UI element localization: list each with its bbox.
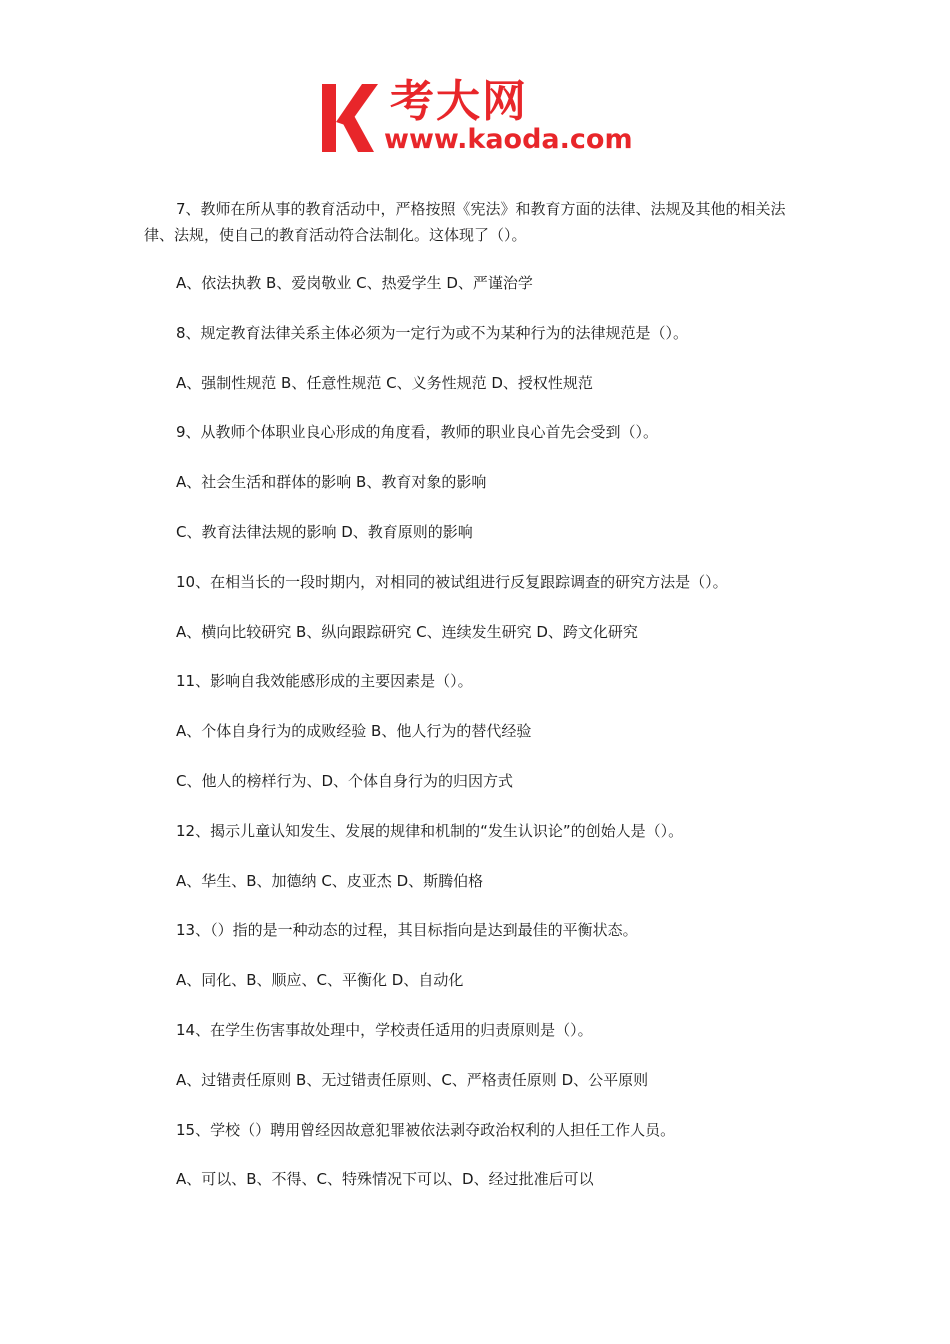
options-12: A、华生、B、加德纳 C、皮亚杰 D、斯腾伯格: [176, 871, 484, 890]
question-8: 8、规定教育法律关系主体必须为一定行为或不为某种行为的法律规范是（）。: [176, 323, 689, 342]
question-10: 10、在相当长的一段时期内，对相同的被试组进行反复跟踪调查的研究方法是（）。: [176, 572, 728, 591]
options-11-ab: A、个体自身行为的成败经验 B、他人行为的替代经验: [176, 722, 532, 741]
question-13: 13、（）指的是一种动态的过程，其目标指向是达到最佳的平衡状态。: [176, 921, 638, 940]
question-15: 15、学校（）聘用曾经因故意犯罪被依法剥夺政治权利的人担任工作人员。: [176, 1120, 676, 1139]
question-list: [144, 196, 810, 1216]
logo-name-cn: 考大网: [390, 76, 528, 127]
options-10: A、横向比较研究 B、纵向跟踪研究 C、连续发生研究 D、跨文化研究: [176, 622, 638, 641]
options-8: A、强制性规范 B、任意性规范 C、义务性规范 D、授权性规范: [176, 373, 593, 392]
question-14: 14、在学生伤害事故处理中，学校责任适用的归责原则是（）。: [176, 1020, 593, 1039]
question-11: 11、影响自我效能感形成的主要因素是（）。: [176, 672, 473, 691]
kaoda-logo: [318, 78, 648, 160]
options-14: A、过错责任原则 B、无过错责任原则、C、严格责任原则 D、公平原则: [176, 1070, 649, 1089]
options-11-cd: C、他人的榜样行为、D、个体自身行为的归因方式: [176, 771, 514, 790]
question-9: 9、从教师个体职业良心形成的角度看，教师的职业良心首先会受到（）。: [176, 423, 659, 442]
question-12: 12、揭示儿童认知发生、发展的规律和机制的“发生认识论”的创始人是（）。: [176, 821, 684, 840]
options-9-cd: C、教育法律法规的影响 D、教育原则的影响: [176, 522, 473, 541]
logo-k-mark: [318, 82, 388, 154]
question-7: 7、教师在所从事的教育活动中，严格按照《宪法》和教育方面的法律、法规及其他的相关法律、法规，使自己的教育活动符合法制化。这体现了（）。: [144, 200, 786, 244]
options-9-ab: A、社会生活和群体的影响 B、教育对象的影响: [176, 473, 487, 492]
logo-url: www.kaoda.com: [384, 124, 633, 155]
options-13: A、同化、B、顺应、C、平衡化 D、自动化: [176, 971, 464, 990]
options-15: A、可以、B、不得、C、特殊情况下可以、D、经过批准后可以: [176, 1170, 594, 1189]
options-7: A、依法执教 B、爱岗敬业 C、热爱学生 D、严谨治学: [176, 274, 533, 292]
